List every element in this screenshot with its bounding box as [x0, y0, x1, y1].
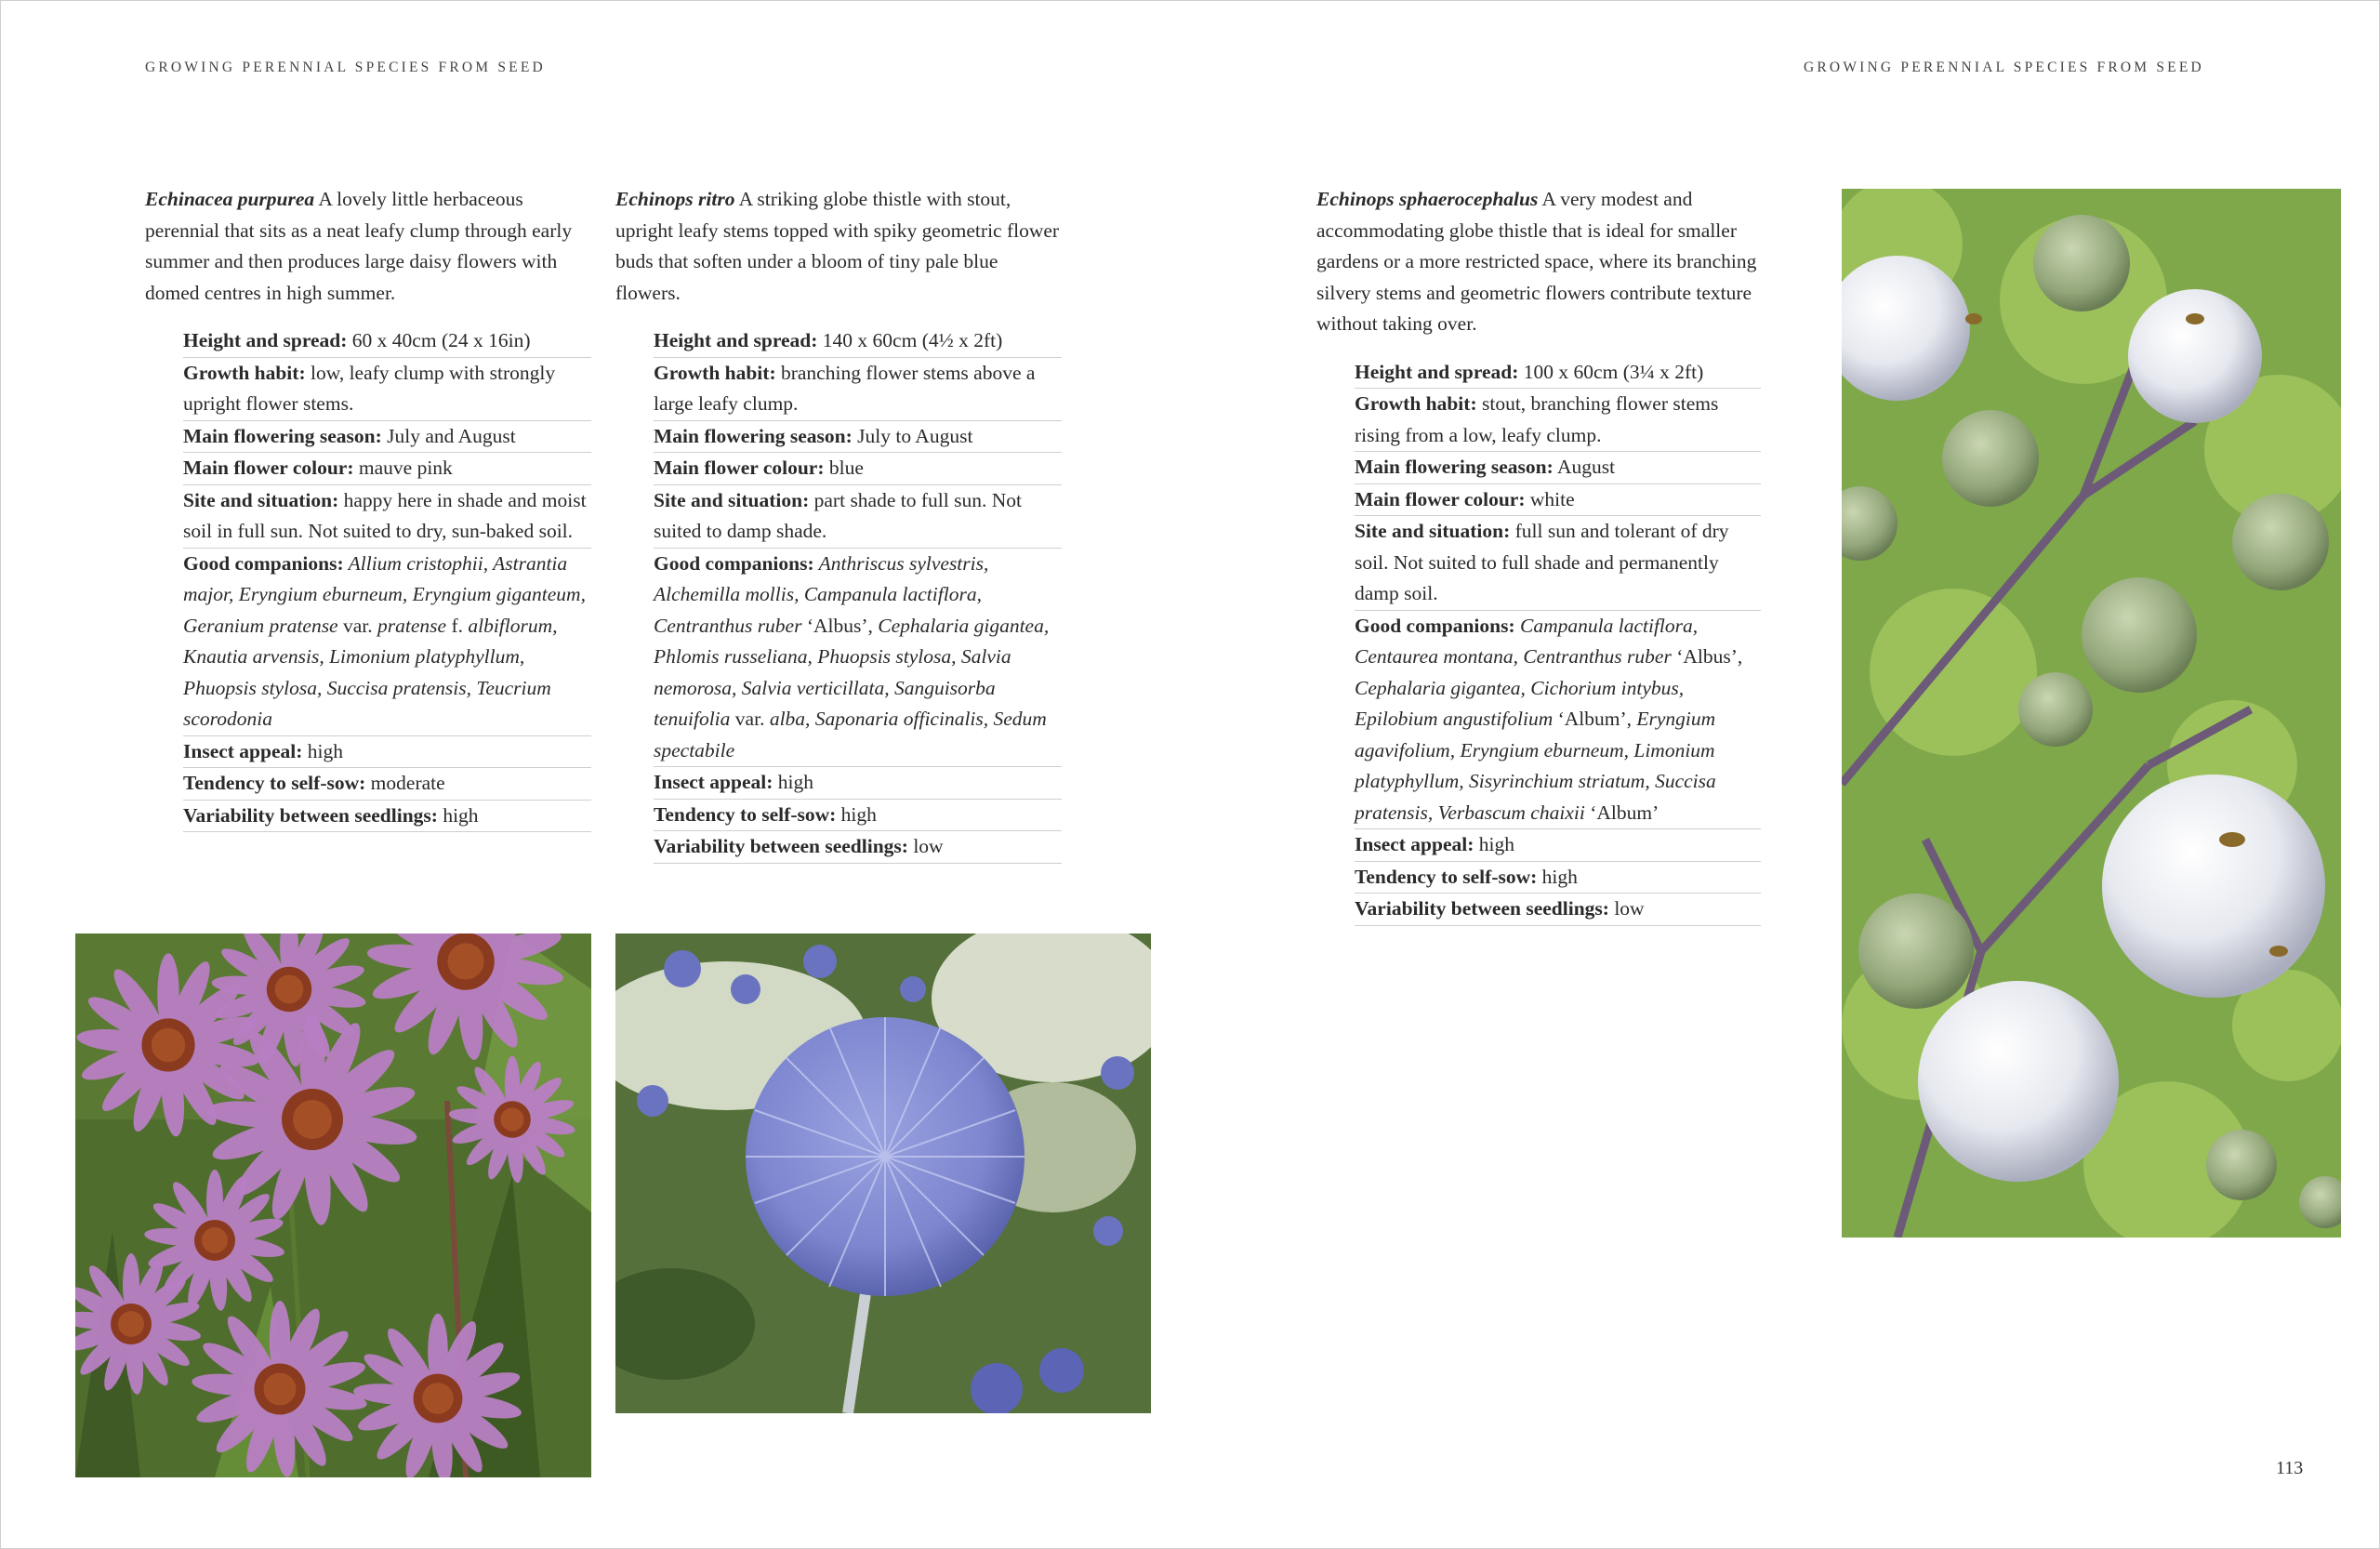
property-value: low, leafy clump with strongly upright flower stems. [183, 361, 556, 415]
property-label: Site and situation: [1355, 520, 1511, 542]
property-value: Anthriscus sylvestris, Alchemilla mollis, Campanula lactiflora, Centranthus ruber [654, 551, 989, 637]
property-row [183, 325, 591, 358]
property-value: full sun and tolerant of dry soil. Not suited to full shade and permanently damp soil. [1355, 520, 1729, 604]
property-row [654, 421, 1062, 454]
property-value: white [1525, 487, 1575, 510]
property-row [183, 358, 591, 421]
property-label: Main flowering season: [654, 424, 853, 447]
property-label: Tendency to self-sow: [183, 772, 366, 794]
property-row [183, 801, 591, 833]
property-value: low [1608, 897, 1645, 920]
photo-echinops-sphaerocephalus [1842, 189, 2341, 1238]
property-row [1355, 389, 1761, 452]
property-value: happy here in shade and moist soil in full sun. Not suited to dry, sun-baked soil. [183, 488, 587, 542]
property-row [654, 358, 1062, 421]
property-value: Eryngium agavifolium, Eryngium eburneum, Limonium platyphyllum, Sisyrinchium striatum, Succisa pratensis, Verbascum chaixii [1355, 708, 1716, 824]
property-label: Growth habit: [654, 361, 776, 384]
property-label: Insect appeal: [654, 771, 774, 793]
property-label: Good companions: [1355, 614, 1515, 637]
entry-intro [145, 184, 591, 309]
entry-echinops-sphaerocephalus [1316, 184, 1761, 926]
species-name: Echinops sphaerocephalus [1316, 188, 1539, 210]
page-number: 113 [2276, 1458, 2304, 1478]
property-value: Allium cristophii, Astrantia major, Eryngium eburneum, Eryngium giganteum, Geranium pratense [183, 551, 586, 637]
property-row [1355, 516, 1761, 611]
property-value: July and August [381, 424, 516, 447]
property-label: Main flowering season: [1355, 456, 1554, 478]
property-value: 140 x 60cm (4½ x 2ft) [817, 329, 1003, 351]
property-row [1355, 829, 1761, 862]
property-value: August [1553, 456, 1616, 478]
property-label: Variability between seedlings: [183, 803, 438, 827]
property-value: pratense [377, 614, 447, 637]
property-value: ‘Album’, [1553, 708, 1637, 730]
intro-text: A lovely little herbaceous perennial that sits as a neat leafy clump through early summer and then produces large daisy flowers with domed centres in high summer. [145, 188, 573, 304]
property-row [654, 800, 1062, 832]
intro-text: A very modest and accommodating globe thistle that is ideal for smaller gardens or a more restricted space, where its branching silvery stems and geometric flowers contribute texture without taking over. [1316, 188, 1757, 335]
property-value: moderate [365, 772, 445, 794]
property-value: blue [824, 457, 864, 479]
property-value: ‘Album’ [1584, 801, 1659, 824]
property-row [1355, 611, 1761, 830]
intro-text: A striking globe thistle with stout, upright leafy stems topped with spiky geometric flower buds that soften under a bloom of tiny pale blue flowers. [615, 188, 1060, 304]
running-head-right: GROWING PERENNIAL SPECIES FROM SEED [1804, 60, 2204, 75]
property-list [654, 325, 1062, 864]
property-label: Tendency to self-sow: [1355, 865, 1538, 888]
property-label: Good companions: [654, 551, 814, 575]
property-list [1355, 357, 1761, 926]
species-name: Echinacea purpurea [145, 188, 315, 210]
property-value: high [1474, 833, 1515, 855]
property-value: ‘Albus’, [1671, 645, 1743, 668]
property-row [183, 549, 591, 736]
property-row [1355, 357, 1761, 390]
property-value: mauve pink [353, 457, 453, 479]
property-value: high [836, 802, 877, 826]
property-label: Variability between seedlings: [654, 835, 908, 857]
property-value: f. [446, 614, 469, 637]
property-row [183, 485, 591, 549]
photo-echinops-ritro [615, 933, 1151, 1413]
entry-echinops-ritro [615, 184, 1062, 864]
property-label: Good companions: [183, 551, 344, 575]
property-value: branching flower stems above a large leafy clump. [654, 361, 1036, 415]
property-row [654, 453, 1062, 485]
property-label: Tendency to self-sow: [654, 802, 837, 826]
property-list [183, 325, 591, 832]
running-head-left: GROWING PERENNIAL SPECIES FROM SEED [145, 60, 546, 75]
property-value: 60 x 40cm (24 x 16in) [347, 329, 531, 351]
property-label: Insect appeal: [183, 739, 303, 762]
property-label: Height and spread: [1355, 360, 1519, 383]
property-value: part shade to full sun. Not suited to damp shade. [654, 488, 1022, 542]
property-value: var. [730, 708, 770, 730]
property-row [183, 421, 591, 454]
property-row [1355, 862, 1761, 894]
property-row [654, 831, 1062, 864]
property-value: Cephalaria gigantea, Cichorium intybus, Epilobium angustifolium [1355, 676, 1685, 730]
property-row [183, 453, 591, 485]
property-value: albiflorum, Knautia arvensis, Limonium platyphyllum, Phuopsis stylosa, Succisa pratensis, Teucrium scorodonia [183, 614, 558, 730]
entry-echinacea-purpurea [145, 184, 591, 832]
property-label: Site and situation: [654, 488, 810, 511]
property-value: Campanula lactiflora, Centaurea montana, Centranthus ruber [1355, 614, 1699, 668]
property-value: July to August [852, 424, 973, 447]
property-label: Main flower colour: [183, 457, 354, 479]
property-label: Main flower colour: [654, 457, 825, 479]
property-label: Main flower colour: [1355, 487, 1526, 510]
property-value: alba, Saponaria officinalis, Sedum spectabile [654, 708, 1047, 761]
property-row [1355, 484, 1761, 517]
property-row [1355, 894, 1761, 926]
property-row [654, 485, 1062, 549]
property-label: Main flowering season: [183, 424, 382, 447]
property-row [1355, 452, 1761, 484]
property-value: 100 x 60cm (3¼ x 2ft) [1518, 360, 1704, 383]
entry-intro [615, 184, 1062, 309]
property-label: Growth habit: [1355, 392, 1477, 415]
property-label: Insect appeal: [1355, 833, 1474, 855]
property-value: high [1537, 865, 1578, 888]
property-row [183, 736, 591, 769]
property-value: low [907, 835, 944, 857]
property-label: Height and spread: [183, 329, 348, 351]
property-label: Variability between seedlings: [1355, 897, 1609, 920]
property-value: Cephalaria gigantea, Phlomis russeliana, Phuopsis stylosa, Salvia nemorosa, Salvia verticillata, Sanguisorba tenuifolia [654, 614, 1050, 730]
property-value: ‘Albus’, [801, 614, 879, 637]
property-value: var. [337, 614, 378, 637]
property-value: high [302, 739, 344, 762]
property-label: Height and spread: [654, 329, 818, 351]
entry-intro [1316, 184, 1761, 340]
property-value: high [773, 771, 814, 793]
property-row [183, 768, 591, 801]
property-row [654, 325, 1062, 358]
property-row [654, 767, 1062, 800]
property-label: Growth habit: [183, 361, 306, 384]
property-value: high [437, 803, 479, 827]
species-name: Echinops ritro [615, 188, 735, 210]
property-row [654, 549, 1062, 768]
photo-echinacea-purpurea [75, 933, 591, 1477]
property-label: Site and situation: [183, 488, 339, 511]
property-value: stout, branching flower stems rising from a low, leafy clump. [1355, 392, 1719, 446]
